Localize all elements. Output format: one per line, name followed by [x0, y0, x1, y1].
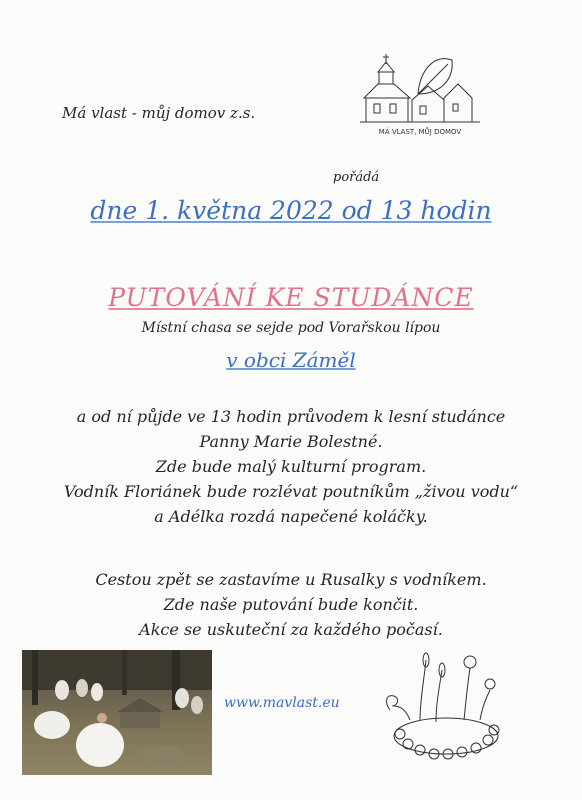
village-name: v obci Záměl: [226, 348, 356, 372]
program-line: a od ní půjde ve 13 hodin průvodem k lesní studánce: [76, 407, 506, 426]
event-photo: [22, 650, 212, 775]
return-line: Akce se uskuteční za každého počasí.: [139, 620, 443, 639]
event-date: dne 1. května 2022 od 13 hodin: [90, 196, 492, 225]
spring-illustration: [380, 650, 508, 760]
program-line: Panny Marie Bolestné.: [199, 432, 383, 451]
return-paragraph: [0, 567, 582, 642]
meeting-place: Místní chasa se sejde pod Vorařskou lípou: [141, 320, 441, 336]
return-line: Cestou zpět se zastavíme u Rusalky s vodníkem.: [95, 570, 487, 589]
organization-name: Má vlast - můj domov z.s.: [62, 104, 256, 122]
program-paragraph: [0, 404, 582, 529]
return-line: Zde naše putování bude končit.: [163, 595, 419, 614]
event-title: PUTOVÁNÍ KE STUDÁNCE: [108, 283, 474, 312]
logo-caption: MÁ VLAST, MŮJ DOMOV: [378, 128, 462, 136]
organization-logo: [356, 50, 486, 138]
program-line: a Adélka rozdá napečené koláčky.: [154, 507, 428, 526]
program-line: Vodník Floriánek bude rozlévat poutníkům „živou vodu“: [63, 482, 519, 501]
website-link[interactable]: www.mavlast.eu: [224, 695, 340, 711]
presents-label: pořádá: [333, 170, 380, 185]
program-line: Zde bude malý kulturní program.: [155, 457, 427, 476]
